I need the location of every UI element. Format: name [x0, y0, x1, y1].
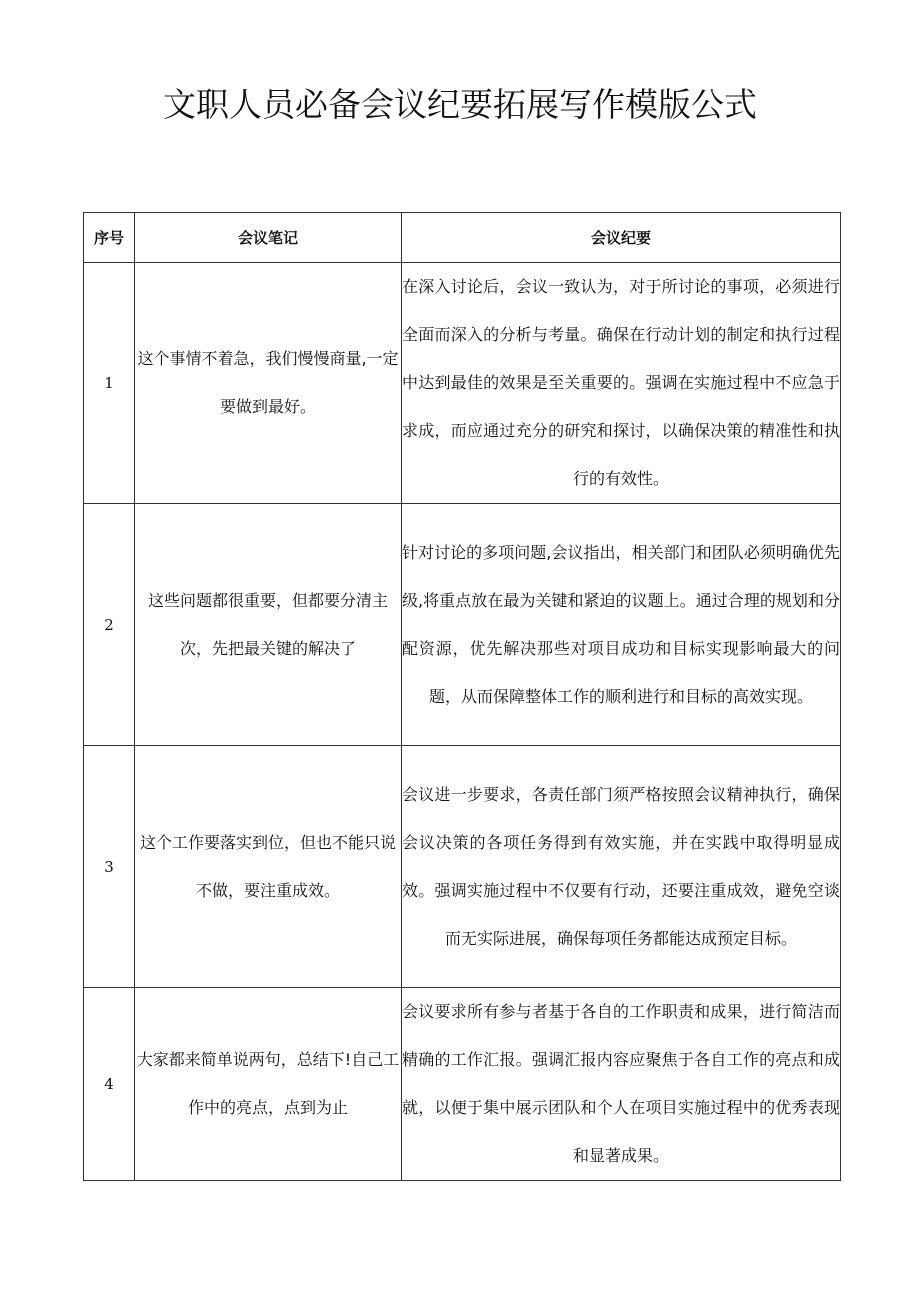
meeting-minutes-table — [83, 212, 841, 1181]
meeting-summary: 针对讨论的多项问题,会议指出，相关部门和团队必须明确优先级,将重点放在最为关键和紧迫的议题上。通过合理的规划和分配资源，优先解决那些对项目成功和目标实现影响最大的问题，从而保障整体工作的顺利进行和目标的高效实现。 — [402, 504, 841, 746]
header-no: 序号 — [84, 213, 135, 263]
row-number: 1 — [84, 263, 135, 504]
meeting-note: 这些问题都很重要，但都要分清主次，先把最关键的解决了 — [135, 504, 402, 746]
meeting-summary: 会议要求所有参与者基于各自的工作职责和成果，进行简洁而精确的工作汇报。强调汇报内容应聚焦于各自工作的亮点和成就，以便于集中展示团队和个人在项目实施过程中的优秀表现和显著成果。 — [402, 988, 841, 1181]
meeting-summary: 会议进一步要求，各责任部门须严格按照会议精神执行，确保会议决策的各项任务得到有效实施，并在实践中取得明显成效。强调实施过程中不仅要有行动，还要注重成效，避免空谈而无实际进展，确保每项任务都能达成预定目标。 — [402, 746, 841, 988]
table-row — [84, 746, 841, 988]
meeting-summary: 在深入讨论后，会议一致认为，对于所讨论的事项，必须进行全面而深入的分析与考量。确保在行动计划的制定和执行过程中达到最佳的效果是至关重要的。强调在实施过程中不应急于求成，而应通过充分的研究和探讨，以确保决策的精准性和执行的有效性。 — [402, 263, 841, 504]
table-row — [84, 263, 841, 504]
table-header-row — [84, 213, 841, 263]
header-summary: 会议纪要 — [402, 213, 841, 263]
row-number: 2 — [84, 504, 135, 746]
row-number: 3 — [84, 746, 135, 988]
meeting-note: 这个工作要落实到位，但也不能只说不做，要注重成效。 — [135, 746, 402, 988]
table-row — [84, 988, 841, 1181]
row-number: 4 — [84, 988, 135, 1181]
meeting-note: 大家都来简单说两句，总结下!自己工作中的亮点，点到为止 — [135, 988, 402, 1181]
document-title: 文职人员必备会议纪要拓展写作模版公式 — [163, 85, 757, 124]
meeting-note: 这个事情不着急，我们慢慢商量,一定要做到最好。 — [135, 263, 402, 504]
header-notes: 会议笔记 — [135, 213, 402, 263]
table-row — [84, 504, 841, 746]
